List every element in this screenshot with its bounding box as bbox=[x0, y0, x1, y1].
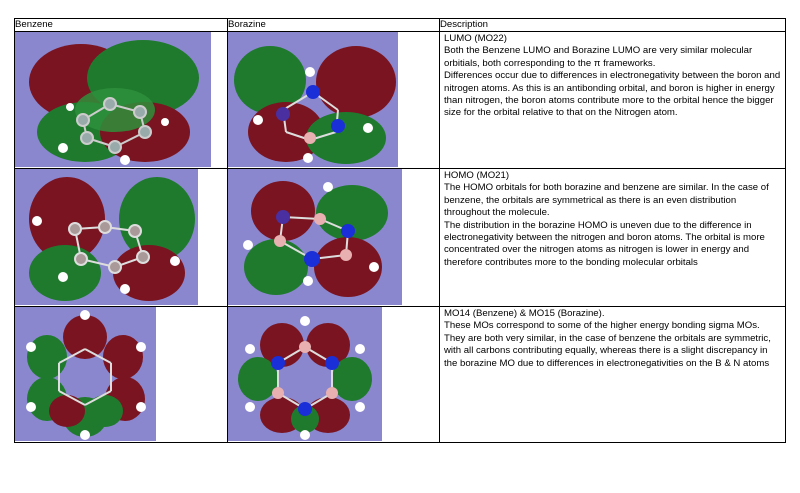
header-benzene: Benzene bbox=[15, 19, 228, 32]
lumo-description-title: LUMO (MO22) bbox=[444, 33, 507, 44]
mo-comparison-table bbox=[14, 18, 786, 443]
borazine-homo-orbital-image bbox=[228, 169, 402, 305]
borazine-lumo-cell bbox=[228, 32, 440, 169]
benzene-lumo-cell bbox=[15, 32, 228, 169]
header-row bbox=[15, 19, 786, 32]
benzene-homo-orbital-image bbox=[15, 169, 198, 305]
borazine-mo15-orbital-image bbox=[228, 307, 382, 441]
borazine-mo15-cell bbox=[228, 307, 440, 443]
homo-description-para-1: The HOMO orbitals for both borazine and benzene are similar. In the case of benzene, the orbitals are symmetrical as there is an even distribution throughout the molecule. bbox=[444, 182, 769, 219]
mo14-mo15-description-cell bbox=[440, 307, 786, 443]
benzene-homo-cell bbox=[15, 169, 228, 307]
mo14-mo15-description-para-1: These MOs correspond to some of the higher energy bonding sigma MOs. They are both very similar, in the case of benzene the orbitals are symmetric, with all carbons contributing equally, whereas there is a slight discrepancy in the borazine MO due to differences in electronegativities on the B & N atoms bbox=[444, 320, 771, 369]
header-borazine: Borazine bbox=[228, 19, 440, 32]
borazine-lumo-orbital-image bbox=[228, 32, 398, 167]
benzene-lumo-orbital-image bbox=[15, 32, 211, 167]
borazine-homo-cell bbox=[228, 169, 440, 307]
lumo-description-para-2: Differences occur due to differences in electronegativity between the boron and nitrogen atoms. As this is an antibonding orbital, and boron is higher in energy than nitrogen, the boron atoms contribute more to the orbital hence the bigger size for the orbital relative to that on the Nitrogen atom. bbox=[444, 70, 781, 119]
table-row-homo bbox=[15, 169, 786, 307]
benzene-mo14-cell bbox=[15, 307, 228, 443]
lumo-description-para-1: Both the Benzene LUMO and Borazine LUMO are very similar molecular orbitials, both corresponding to the π frameworks. bbox=[444, 45, 753, 69]
homo-description-cell bbox=[440, 169, 786, 307]
table-row-mo14-mo15 bbox=[15, 307, 786, 443]
homo-description-para-2: The distribution in the borazine HOMO is uneven due to the difference in electronegativity between the nitrogen and boron atoms. The orbital is more concentrated over the nitrogen atoms as nitrogen is lower in energy and therefore contributes more to the bonding molecular orbitals bbox=[444, 219, 765, 268]
header-description: Description bbox=[440, 19, 786, 32]
homo-description-title: HOMO (MO21) bbox=[444, 170, 510, 181]
lumo-description-cell bbox=[440, 32, 786, 169]
mo14-mo15-description-title: MO14 (Benzene) & MO15 (Borazine). bbox=[444, 308, 605, 319]
benzene-mo14-orbital-image bbox=[15, 307, 156, 441]
table-row-lumo bbox=[15, 32, 786, 169]
